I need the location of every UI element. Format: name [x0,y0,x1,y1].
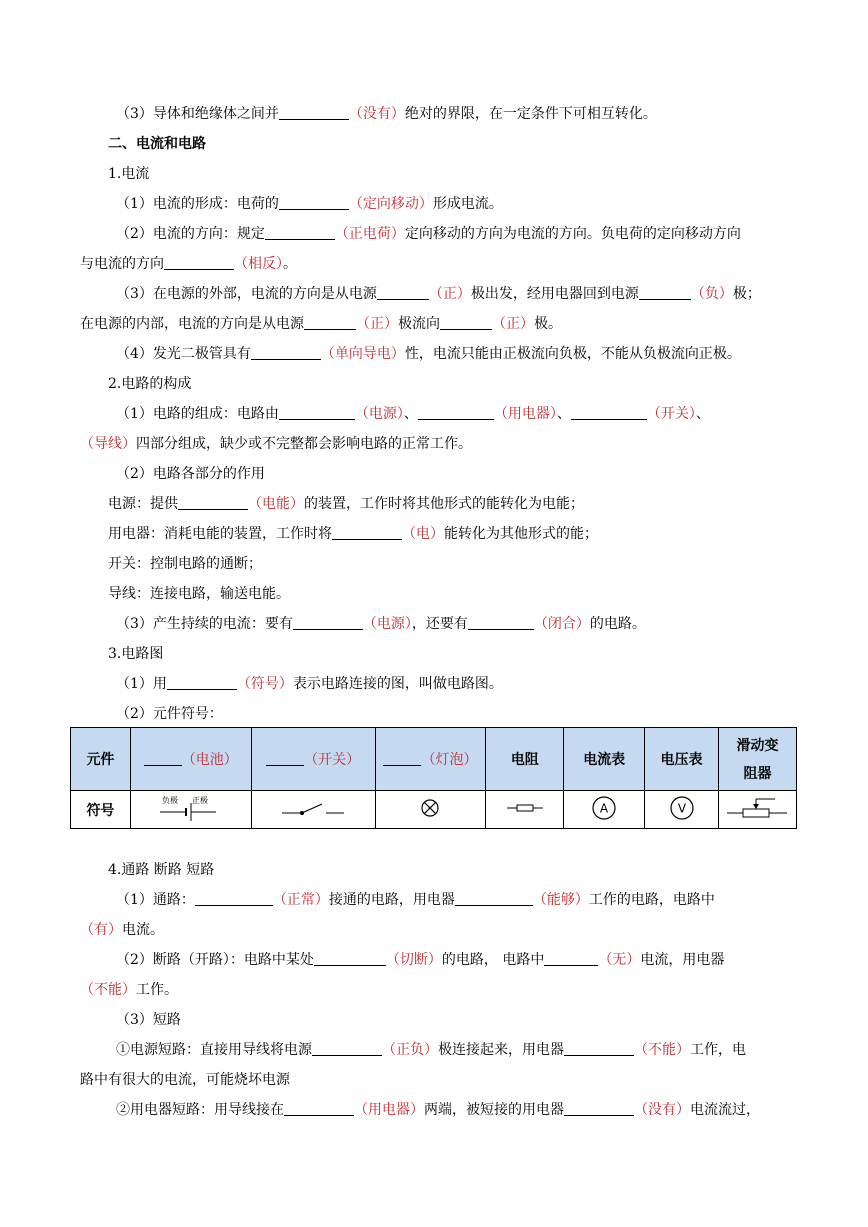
subsection-title: 3.电路图 [108,646,164,662]
header-rheostat-l1: 滑动变 [736,738,779,754]
battery-symbol-icon [156,795,226,821]
answer-blank[interactable] [332,525,402,540]
answer: （不能） [634,1042,690,1058]
answer-blank[interactable] [544,951,598,966]
text: （3）导体和绝缘体之间并 [116,106,279,122]
header-battery [130,728,251,791]
text: ①电源短路：直接用导线将电源 [116,1042,312,1058]
current-direction-line [116,224,741,244]
header-component: 元件 [71,728,131,791]
answer-blank[interactable] [571,405,647,420]
appliance-line [108,524,598,544]
text: 性，电流只能由正极流向负极，不能从负极流向正极。 [404,346,741,362]
answer-blank[interactable] [455,891,533,906]
text: 定向移动的方向为电流的方向。负电荷的定向移动方向 [404,226,741,242]
insulator-line [116,104,657,124]
answer-blank[interactable] [639,285,691,300]
circuit-composition-line-cont [80,434,472,454]
switch-line: 开关：控制电路的通断； [108,556,262,572]
text: 、 [556,406,571,422]
answer: （电源） [354,406,404,422]
continuous-current-line [116,614,646,634]
ammeter-symbol-icon [590,794,618,822]
open-circuit-line-cont [80,980,178,1000]
text: （2）电流的方向：规定 [116,226,265,242]
switch-symbol [251,791,375,829]
header-bulb [375,728,486,791]
text: 接通的电路，用电器 [328,892,455,908]
answer: （切断） [385,952,442,968]
circuit-diagram-def-line [116,674,503,694]
text: （3）产生持续的电流：要有 [116,616,293,632]
text: （2）断路（开路）：电路中某处 [116,952,314,968]
text: 绝对的界限，在一定条件下可相互转化。 [404,106,657,122]
header-voltmeter: 电压表 [645,728,719,791]
text: 四部分组成，缺少或不完整都会影响电路的正常工作。 [136,436,472,452]
answer: （导线） [80,436,136,452]
answer: （灯泡） [421,752,478,768]
answer: （能够） [532,892,589,908]
led-line [116,344,741,364]
answer-blank[interactable] [564,1101,634,1116]
text: 工作。 [136,982,178,998]
answer-blank[interactable] [279,105,349,120]
rheostat-symbol-icon [725,795,789,821]
negative-label: 负极 [161,795,178,805]
text: 电流，用电器 [640,952,725,968]
text: 能转化为其他形式的能； [444,526,598,542]
text: （1）通路： [116,892,195,908]
text: 、 [695,406,710,422]
current-outside-line [116,284,761,304]
answer-blank[interactable] [164,255,234,270]
answer: （电能） [248,496,304,512]
header-rheostat [718,728,796,791]
switch-symbol-icon [278,798,348,818]
battery-symbol [130,791,251,829]
text: （3）在电源的外部，电流的方向是从电源 [116,286,377,302]
table-header-row [71,728,797,791]
row-label-symbol: 符号 [71,791,131,829]
text: （1）电流的形成：电荷的 [116,196,279,212]
section-heading: 二、电流和电路 [108,136,206,152]
closed-circuit-line [116,890,715,910]
answer: （用电器） [354,1102,424,1118]
text: 。 [283,256,297,272]
answer-blank[interactable] [265,225,335,240]
closed-circuit-line-cont [80,920,164,940]
resistor-symbol-icon [505,802,545,814]
positive-label: 正极 [191,795,208,805]
rheostat-symbol [718,791,796,829]
answer-blank[interactable] [440,315,492,330]
circuit-composition-line [116,404,710,424]
answer-blank[interactable] [312,1041,382,1056]
answer-blank[interactable] [304,315,356,330]
text: 的电路， 电路中 [441,952,545,968]
text: 、 [403,406,418,422]
source-short-line [116,1040,746,1060]
text: 极流向 [398,316,440,332]
text: 工作的电路，电路中 [588,892,715,908]
text: 形成电流。 [432,196,503,212]
answer: （电源） [362,616,412,632]
component-symbols-heading: （2）元件符号： [116,706,223,722]
answer-blank[interactable] [314,951,386,966]
answer-blank[interactable] [144,751,182,766]
answer-blank[interactable] [167,675,237,690]
answer-blank[interactable] [178,495,248,510]
text: 两端，被短接的用电器 [424,1102,564,1118]
answer-blank[interactable] [468,615,534,630]
text: 极； [732,286,761,302]
answer-blank[interactable] [251,345,321,360]
header-rheostat-l2: 阻器 [743,766,772,782]
text: （4）发光二极管具有 [116,346,251,362]
parts-role-heading: （2）电路各部分的作用 [116,466,265,482]
current-direction-line-cont [80,254,297,274]
text: 在电源的内部，电流的方向是从电源 [80,316,304,332]
answer: （开关） [646,406,696,422]
bulb-symbol [375,791,486,829]
voltmeter-symbol [645,791,719,829]
answer: （电池） [181,752,238,768]
answer: （用电器） [493,406,557,422]
answer: （正电荷） [334,226,405,242]
answer: （没有） [634,1102,690,1118]
voltmeter-symbol-icon [668,794,696,822]
answer: （电） [402,526,444,542]
answer: （单向导电） [320,346,405,362]
text: 的装置，工作时将其他形式的能转化为电能； [304,496,584,512]
resistor-symbol [486,791,564,829]
answer: （闭合） [533,616,590,632]
text: ，还要有 [411,616,468,632]
text: 电流。 [122,922,164,938]
header-resistor: 电阻 [486,728,564,791]
text: 极出发，经用电器回到电源 [470,286,639,302]
answer-blank[interactable] [279,195,349,210]
wire-line: 导线：连接电路，输送电能。 [108,586,290,602]
answer: （正常） [272,892,329,908]
text: 的电路。 [589,616,646,632]
answer-blank[interactable] [284,1101,354,1116]
answer-blank[interactable] [266,751,304,766]
current-formation-line [116,194,503,214]
answer-blank[interactable] [195,891,273,906]
text: 与电流的方向 [80,256,164,272]
answer: （定向移动） [348,196,433,212]
answer-blank[interactable] [564,1041,634,1056]
answer: （没有） [348,106,405,122]
text: （1）电路的组成：电路由 [116,406,279,422]
answer-blank[interactable] [383,751,421,766]
answer: （正负） [382,1042,438,1058]
current-inside-line [80,314,562,334]
text: 极连接起来，用电器 [438,1042,564,1058]
answer-blank[interactable] [279,405,355,420]
bulb-symbol-icon [418,796,442,820]
text: 极。 [534,316,562,332]
ammeter-letter: A [600,801,609,815]
voltmeter-letter: V [677,801,686,815]
appliance-short-line [116,1100,760,1120]
short-circuit-heading: （3）短路 [116,1012,181,1028]
text: 表示电路连接的图，叫做电路图。 [292,676,503,692]
answer: （正） [492,316,534,332]
answer: （符号） [236,676,293,692]
answer: （有） [80,922,122,938]
answer-blank[interactable] [418,405,494,420]
component-symbol-table [70,727,797,829]
answer: （正） [428,286,471,302]
answer: （无） [598,952,641,968]
answer: （正） [356,316,398,332]
answer: （负） [690,286,733,302]
subsection-title: 1.电流 [108,166,150,182]
text: 用电器：消耗电能的装置，工作时将 [108,526,332,542]
text: 电源：提供 [108,496,178,512]
power-source-line [108,494,584,514]
subsection-title: 2.电路的构成 [108,376,192,392]
header-ammeter: 电流表 [564,728,645,791]
text: 电流流过， [690,1102,760,1118]
source-short-line-cont: 路中有很大的电流，可能烧坏电源 [80,1072,290,1088]
answer: （开关） [304,752,361,768]
answer: （不能） [80,982,136,998]
text: （1）用 [116,676,167,692]
subsection-title: 4.通路 断路 短路 [108,862,215,878]
answer-blank[interactable] [377,285,429,300]
answer-blank[interactable] [293,615,363,630]
text: ②用电器短路：用导线接在 [116,1102,284,1118]
header-switch [251,728,375,791]
ammeter-symbol [564,791,645,829]
text: 工作，电 [690,1042,746,1058]
answer: （相反） [234,256,283,272]
table-symbol-row [71,791,797,829]
open-circuit-line [116,950,724,970]
